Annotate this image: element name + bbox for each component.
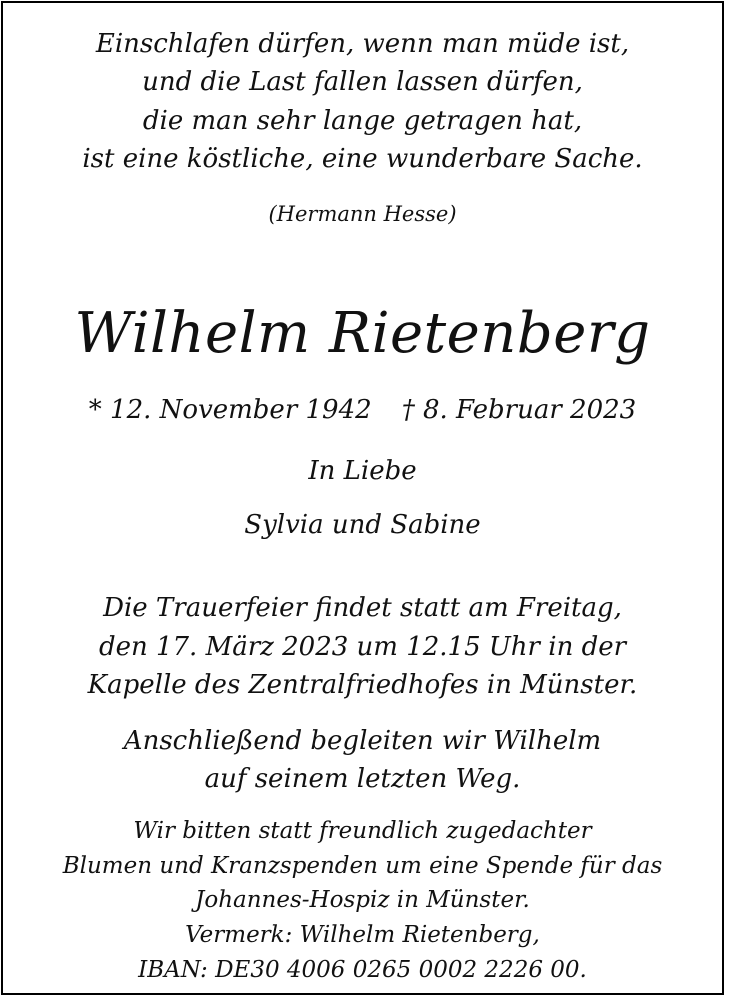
donation-line: Wir bitten statt freundlich zugedachter — [133, 818, 592, 844]
burial-line: auf seinem letzten Weg. — [204, 764, 521, 794]
donation-line: Blumen und Kranzspenden um eine Spende für das — [62, 853, 663, 879]
obituary-notice — [1, 1, 724, 995]
poem-line: die man sehr lange getragen hat, — [142, 106, 583, 136]
mourners-names: Sylvia und Sabine — [244, 510, 481, 540]
burial-line: Anschließend begleiten wir Wilhelm — [123, 726, 602, 756]
poem-line: und die Last fallen lassen dürfen, — [142, 67, 583, 97]
donation-iban: IBAN: DE30 4006 0265 0002 2226 00. — [138, 957, 587, 983]
donation-line: Johannes-Hospiz in Münster. — [195, 887, 530, 913]
service-line: den 17. März 2023 um 12.15 Uhr in der — [98, 632, 627, 662]
death-date: † 8. Februar 2023 — [401, 395, 637, 425]
poem-line: Einschlafen dürfen, wenn man müde ist, — [95, 29, 630, 59]
poem-line: ist eine köstliche, eine wunderbare Sache. — [82, 144, 643, 174]
life-dates — [3, 395, 722, 425]
donation-line: Vermerk: Wilhelm Rietenberg, — [185, 922, 540, 948]
birth-date: * 12. November 1942 — [88, 395, 372, 425]
deceased-name: Wilhelm Rietenberg — [74, 301, 651, 366]
service-line: Die Trauerfeier findet statt am Freitag, — [103, 593, 622, 623]
mourners-intro: In Liebe — [308, 456, 417, 486]
service-line: Kapelle des Zentralfriedhofes in Münster. — [87, 670, 638, 700]
poem-attribution: (Hermann Hesse) — [268, 202, 457, 226]
